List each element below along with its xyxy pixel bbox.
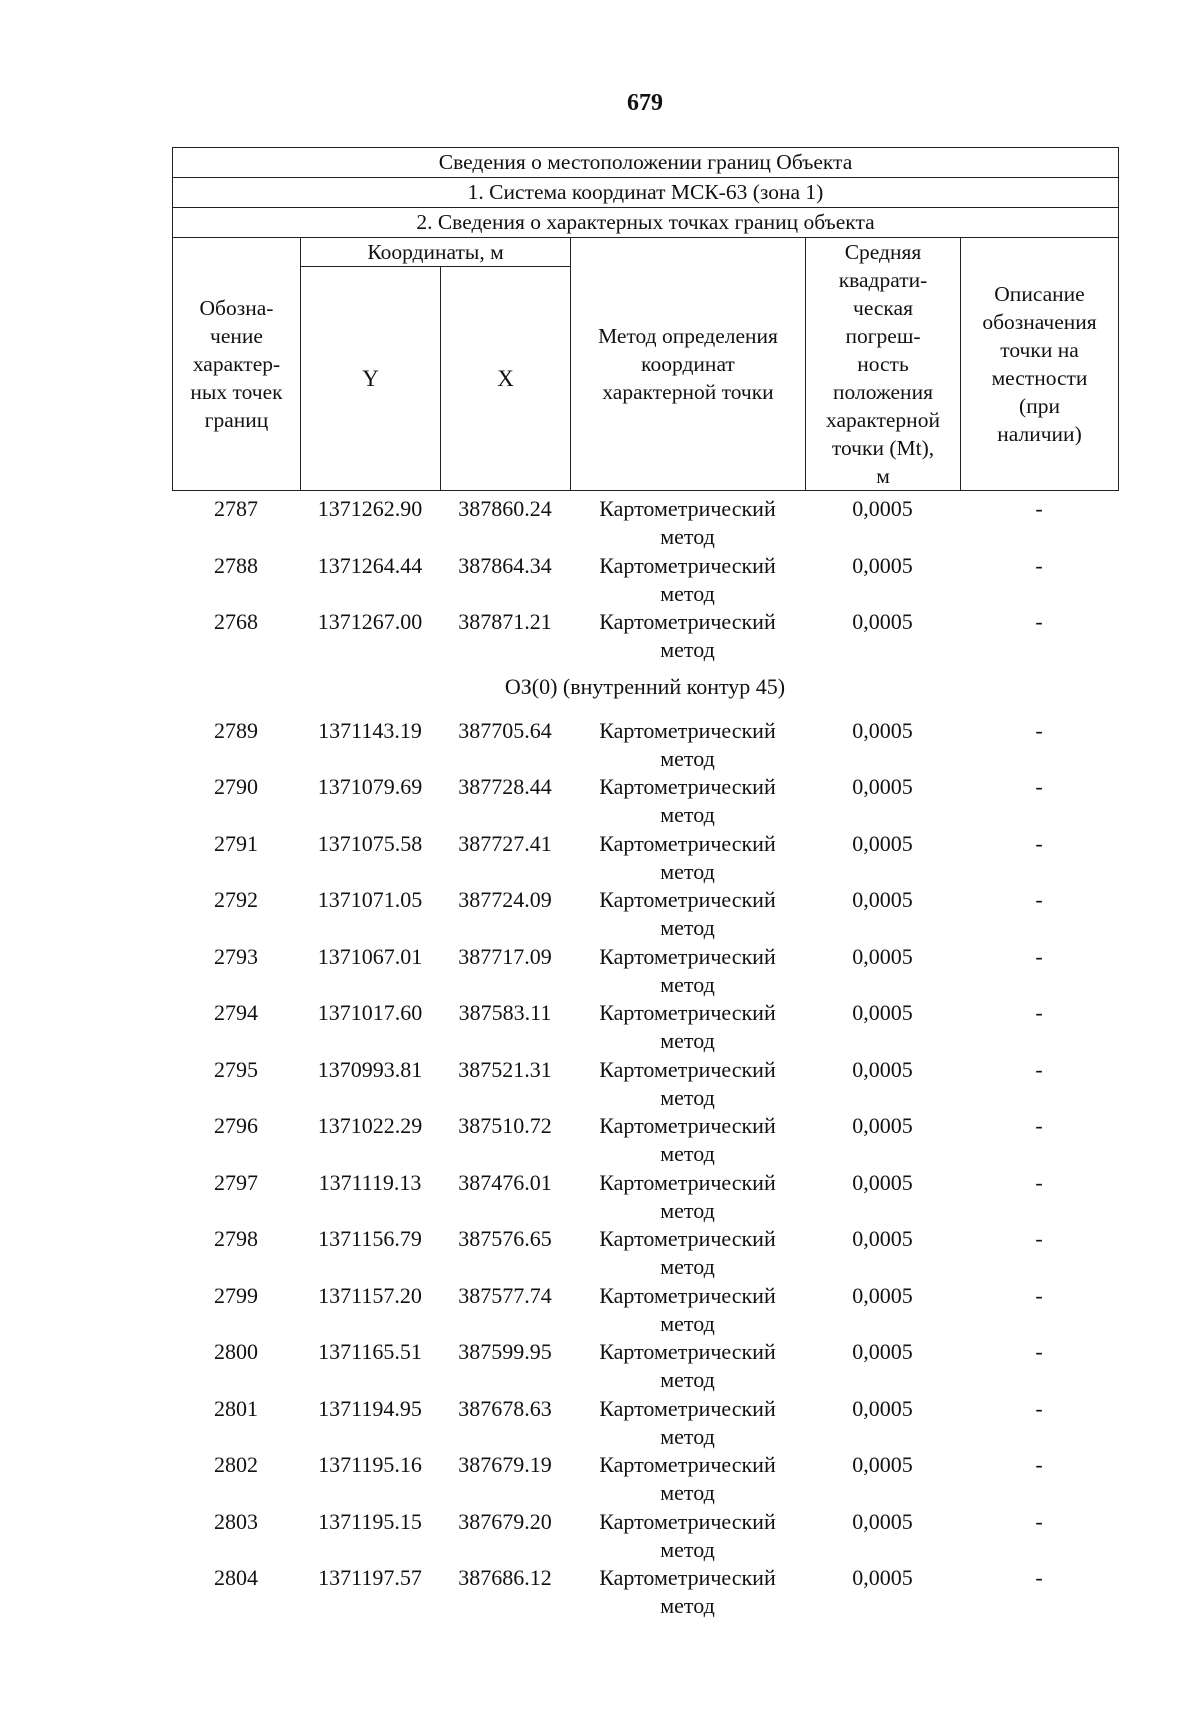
method-cell	[570, 495, 805, 552]
point-id: 2768	[214, 609, 258, 634]
col-header-error-l2: квадрати-	[838, 268, 928, 292]
table-row	[172, 1564, 1118, 1621]
point-id: 2802	[214, 1452, 258, 1477]
method-cell	[570, 830, 805, 887]
col-header-error-l7: характерной	[826, 408, 940, 432]
method-cell	[570, 1056, 805, 1113]
col-header-error-l8: точки (Mt),	[831, 436, 935, 460]
point-id: 2789	[214, 717, 258, 743]
method-cell	[570, 1225, 805, 1282]
point-id: 2790	[214, 774, 258, 799]
method-line2: метод	[660, 1084, 715, 1110]
error-value: 0,0005	[852, 1056, 913, 1082]
table-row	[172, 773, 1118, 830]
method-cell	[570, 1112, 805, 1169]
method-line1: Картометрический	[599, 1508, 776, 1534]
error-value: 0,0005	[852, 1282, 913, 1308]
col-header-description-l1: Описание	[994, 282, 1085, 306]
method-line1: Картометрический	[599, 496, 776, 521]
point-id: 2794	[214, 1000, 258, 1025]
col-header-coordinates: Координаты, м	[301, 238, 571, 267]
coord-y: 1371119.13	[318, 1169, 422, 1195]
error-value: 0,0005	[852, 717, 913, 743]
error-value: 0,0005	[852, 774, 913, 799]
error-value: 0,0005	[852, 1226, 913, 1251]
error-value: 0,0005	[852, 1395, 913, 1421]
method-line2: метод	[660, 1141, 715, 1166]
coord-x: 387724.09	[458, 887, 552, 912]
col-header-designation-l1: Обозна-	[199, 296, 274, 320]
coord-x: 387728.44	[458, 774, 552, 799]
table-row	[172, 1508, 1118, 1565]
coord-x: 387864.34	[458, 552, 552, 578]
method-line1: Картометрический	[599, 830, 776, 856]
coordinate-system-label: 1. Система координат МСК-63 (зона 1)	[173, 178, 1119, 208]
coord-y: 1371197.57	[318, 1565, 422, 1590]
table-row	[172, 1451, 1118, 1508]
method-cell	[570, 1282, 805, 1339]
method-line1: Картометрический	[599, 609, 776, 634]
col-header-description-l5: (при	[1019, 394, 1060, 418]
table-row	[172, 1112, 1118, 1169]
method-line1: Картометрический	[599, 1113, 776, 1138]
method-cell	[570, 999, 805, 1056]
section-label: ОЗ(0) (внутренний контур 45)	[504, 673, 786, 699]
coord-y: 1371194.95	[318, 1395, 422, 1421]
method-line2: метод	[660, 637, 715, 662]
point-id: 2797	[214, 1169, 258, 1195]
error-value: 0,0005	[852, 887, 913, 912]
col-header-method-l1: Метод определения	[598, 324, 778, 348]
error-value: 0,0005	[852, 1565, 913, 1590]
description-value: -	[1035, 1565, 1043, 1590]
point-id: 2801	[214, 1395, 258, 1421]
coord-y: 1371079.69	[317, 774, 423, 799]
error-value: 0,0005	[852, 1339, 913, 1364]
description-value: -	[1035, 1000, 1043, 1025]
error-value: 0,0005	[852, 552, 913, 578]
coord-x: 387510.72	[458, 1113, 552, 1138]
method-line1: Картометрический	[599, 1565, 776, 1590]
method-line2: метод	[660, 1593, 715, 1618]
method-line2: метод	[660, 1028, 715, 1053]
method-line2: метод	[660, 971, 715, 997]
coord-x: 387679.20	[458, 1508, 552, 1534]
description-value: -	[1035, 552, 1043, 578]
col-header-error-l1: Средняя	[844, 240, 922, 264]
description-value: -	[1035, 496, 1043, 521]
coord-y: 1371262.90	[317, 496, 423, 521]
table-row	[172, 552, 1118, 609]
table-row	[172, 1056, 1118, 1113]
error-value: 0,0005	[852, 1113, 913, 1138]
error-value: 0,0005	[852, 496, 913, 521]
method-cell	[570, 1169, 805, 1226]
point-id: 2787	[214, 496, 258, 521]
col-header-x: X	[441, 267, 571, 491]
description-value: -	[1035, 1113, 1043, 1138]
description-value: -	[1035, 774, 1043, 799]
coord-y: 1371071.05	[317, 887, 423, 912]
method-line2: метод	[660, 524, 715, 549]
method-line1: Картометрический	[599, 943, 776, 969]
method-line1: Картометрический	[599, 717, 776, 743]
method-cell	[570, 552, 805, 609]
method-line1: Картометрический	[599, 1226, 776, 1251]
point-id: 2799	[214, 1282, 258, 1308]
method-line1: Картометрический	[599, 552, 776, 578]
description-value: -	[1035, 887, 1043, 912]
description-value: -	[1035, 1226, 1043, 1251]
coord-x: 387599.95	[458, 1339, 552, 1364]
point-id: 2804	[214, 1565, 258, 1590]
description-value: -	[1035, 1282, 1043, 1308]
method-line2: метод	[660, 1480, 715, 1505]
coord-y: 1371157.20	[318, 1282, 422, 1308]
coord-y: 1371195.15	[318, 1508, 422, 1534]
col-header-description	[961, 238, 1119, 491]
coord-x: 387871.21	[458, 609, 552, 634]
method-line2: метод	[660, 1197, 715, 1223]
col-header-method-l3: характерной точки	[602, 380, 774, 404]
col-header-description-l3: точки на	[1000, 338, 1079, 362]
table-row	[172, 1338, 1118, 1395]
method-line2: метод	[660, 1367, 715, 1392]
description-value: -	[1035, 1395, 1043, 1421]
description-value: -	[1035, 717, 1043, 743]
col-header-designation-l5: границ	[204, 408, 269, 432]
description-value: -	[1035, 943, 1043, 969]
method-line2: метод	[660, 802, 715, 827]
error-value: 0,0005	[852, 943, 913, 969]
col-header-designation-l2: чение	[210, 324, 263, 348]
coord-x: 387521.31	[458, 1056, 552, 1082]
method-line2: метод	[660, 915, 715, 940]
coord-x: 387678.63	[458, 1395, 552, 1421]
col-header-designation-l3: характер-	[192, 352, 281, 376]
col-header-y: Y	[301, 267, 441, 491]
coordinates-header-table	[172, 147, 1119, 491]
method-cell	[570, 1564, 805, 1621]
method-line1: Картометрический	[599, 1282, 776, 1308]
coord-x: 387679.19	[458, 1452, 552, 1477]
coord-y: 1371156.79	[318, 1226, 422, 1251]
point-id: 2793	[214, 943, 258, 969]
table-row	[172, 608, 1118, 665]
method-line2: метод	[660, 745, 715, 771]
coord-y: 1371195.16	[318, 1452, 422, 1477]
error-value: 0,0005	[852, 1000, 913, 1025]
method-line1: Картометрический	[599, 774, 776, 799]
description-value: -	[1035, 609, 1043, 634]
point-id: 2795	[214, 1056, 258, 1082]
method-cell	[570, 1338, 805, 1395]
col-header-description-l2: обозначения	[982, 310, 1097, 334]
description-value: -	[1035, 830, 1043, 856]
method-cell	[570, 886, 805, 943]
coord-y: 1371022.29	[317, 1113, 423, 1138]
coord-y: 1371017.60	[317, 1000, 423, 1025]
coord-y: 1371165.51	[318, 1339, 422, 1364]
method-line1: Картометрический	[599, 1169, 776, 1195]
coord-x: 387717.09	[458, 943, 552, 969]
coord-y: 1370993.81	[317, 1056, 423, 1082]
description-value: -	[1035, 1339, 1043, 1364]
table-row	[172, 495, 1118, 552]
method-cell	[570, 608, 805, 665]
table-row	[172, 943, 1118, 1000]
error-value: 0,0005	[852, 609, 913, 634]
coord-x: 387576.65	[458, 1226, 552, 1251]
col-header-error-l3: ческая	[853, 296, 913, 320]
col-header-error	[806, 238, 961, 491]
method-cell	[570, 773, 805, 830]
error-value: 0,0005	[852, 830, 913, 856]
method-line2: метод	[660, 1423, 715, 1449]
method-line1: Картометрический	[599, 1056, 776, 1082]
coord-x: 387860.24	[458, 496, 552, 521]
col-header-error-l9: м	[876, 464, 890, 488]
description-value: -	[1035, 1056, 1043, 1082]
col-header-description-l6: наличии)	[997, 422, 1082, 446]
error-value: 0,0005	[852, 1508, 913, 1534]
method-line1: Картометрический	[599, 1395, 776, 1421]
col-header-error-l4: погреш-	[845, 324, 921, 348]
coord-x: 387577.74	[458, 1282, 552, 1308]
method-line2: метод	[660, 580, 715, 606]
table-row	[172, 1395, 1118, 1452]
method-cell	[570, 717, 805, 774]
point-id: 2800	[214, 1339, 258, 1364]
method-cell	[570, 1451, 805, 1508]
coord-x: 387686.12	[458, 1565, 552, 1590]
point-id: 2796	[214, 1113, 258, 1138]
method-line2: метод	[660, 858, 715, 884]
description-value: -	[1035, 1452, 1043, 1477]
description-value: -	[1035, 1169, 1043, 1195]
error-value: 0,0005	[852, 1452, 913, 1477]
coord-y: 1371075.58	[317, 830, 423, 856]
point-id: 2803	[214, 1508, 258, 1534]
table-row	[172, 1225, 1118, 1282]
coord-x: 387705.64	[458, 717, 552, 743]
col-header-method	[571, 238, 806, 491]
method-line2: метод	[660, 1310, 715, 1336]
method-cell	[570, 1395, 805, 1452]
coord-y: 1371267.00	[317, 609, 423, 634]
table-body	[172, 495, 1118, 1621]
coord-x: 387727.41	[458, 830, 552, 856]
coord-x: 387476.01	[458, 1169, 552, 1195]
col-header-designation-l4: ных точек	[190, 380, 283, 404]
method-cell	[570, 1508, 805, 1565]
description-value: -	[1035, 1508, 1043, 1534]
table-row	[172, 830, 1118, 887]
error-value: 0,0005	[852, 1169, 913, 1195]
point-id: 2788	[214, 552, 258, 578]
method-line1: Картометрический	[599, 1452, 776, 1477]
col-header-description-l4: местности	[991, 366, 1088, 390]
table-row	[172, 1282, 1118, 1339]
method-cell	[570, 943, 805, 1000]
coord-y: 1371067.01	[317, 943, 423, 969]
method-line1: Картометрический	[599, 887, 776, 912]
col-header-method-l2: координат	[641, 352, 735, 376]
col-header-error-l6: положения	[833, 380, 933, 404]
method-line1: Картометрический	[599, 1339, 776, 1364]
table-title: Сведения о местоположении границ Объекта	[173, 148, 1119, 178]
point-id: 2792	[214, 887, 258, 912]
method-line2: метод	[660, 1254, 715, 1279]
coord-y: 1371143.19	[318, 717, 422, 743]
method-line1: Картометрический	[599, 1000, 776, 1025]
point-id: 2791	[214, 830, 258, 856]
coord-y: 1371264.44	[317, 552, 423, 578]
points-info-label: 2. Сведения о характерных точках границ объекта	[173, 208, 1119, 238]
table-row	[172, 717, 1118, 774]
col-header-designation	[173, 238, 301, 491]
col-header-error-l5: ность	[857, 352, 909, 376]
coord-x: 387583.11	[458, 1000, 552, 1025]
table-row	[172, 999, 1118, 1056]
table-row	[172, 1169, 1118, 1226]
page-number: 679	[627, 90, 663, 116]
table-row	[172, 886, 1118, 943]
point-id: 2798	[214, 1226, 258, 1251]
method-line2: метод	[660, 1536, 715, 1562]
